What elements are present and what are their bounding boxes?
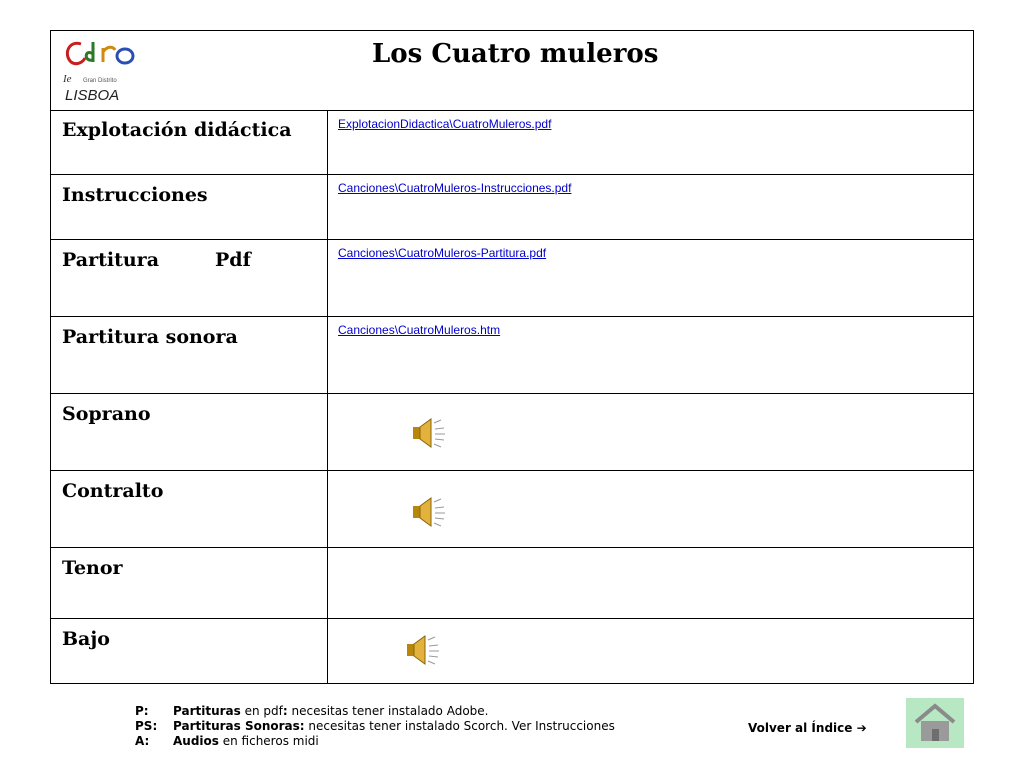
legend-key: PS: [135,719,158,733]
row-divider [51,239,973,240]
row-divider [51,110,973,111]
legend-text: Audios en ficheros midi [173,734,319,748]
row-divider [51,393,973,394]
row-label-soprano: Soprano [62,403,151,425]
link-partitura-sonora[interactable]: Canciones\CuatroMuleros.htm [338,323,501,337]
speaker-icon-contralto[interactable] [411,496,447,528]
content-table [50,30,974,684]
label-pdf: Pdf [215,249,251,271]
legend-key: P: [135,704,149,718]
row-label-contralto: Contralto [62,480,164,502]
legend-key: A: [135,734,150,748]
svg-text:Gran Distrito: Gran Distrito [83,78,117,84]
column-divider [327,110,328,683]
row-divider [51,470,973,471]
row-divider [51,547,973,548]
row-divider [51,174,973,175]
legend-item-a [135,734,615,749]
label-partitura: Partitura [62,249,160,271]
cdro-logo [59,36,139,104]
row-divider [51,618,973,619]
home-icon [906,698,964,748]
row-label-instrucciones: Instrucciones [62,184,208,206]
link-explotacion-didactica[interactable]: ExplotacionDidactica\CuatroMuleros.pdf [338,117,552,131]
legend-item-ps [135,719,615,734]
row-label-partitura-sonora: Partitura sonora [62,326,238,348]
legend-text: Partituras Sonoras: necesitas tener instalado Scorch. Ver Instrucciones [173,719,615,733]
legend [135,704,615,749]
row-label-partitura [62,249,251,271]
svg-text:Ie: Ie [63,73,72,85]
page-title: Los Cuatro muleros [372,39,659,69]
legend-item-p [135,704,615,719]
row-label-bajo: Bajo [62,628,110,650]
svg-text:LISBOA: LISBOA [65,87,120,104]
speaker-icon-bajo[interactable] [405,634,441,666]
home-button[interactable] [906,698,964,748]
row-label-explotacion: Explotación didáctica [62,119,292,141]
legend-text: Partituras en pdf: necesitas tener instalado Adobe. [173,704,489,718]
link-partitura-pdf[interactable]: Canciones\CuatroMuleros-Partitura.pdf [338,246,547,260]
speaker-icon-soprano[interactable] [411,417,447,449]
row-divider [51,316,973,317]
row-label-tenor: Tenor [62,557,123,579]
link-instrucciones[interactable]: Canciones\CuatroMuleros-Instrucciones.pdf [338,181,572,195]
back-to-index-link[interactable]: Volver al Índice ➔ [748,721,867,735]
